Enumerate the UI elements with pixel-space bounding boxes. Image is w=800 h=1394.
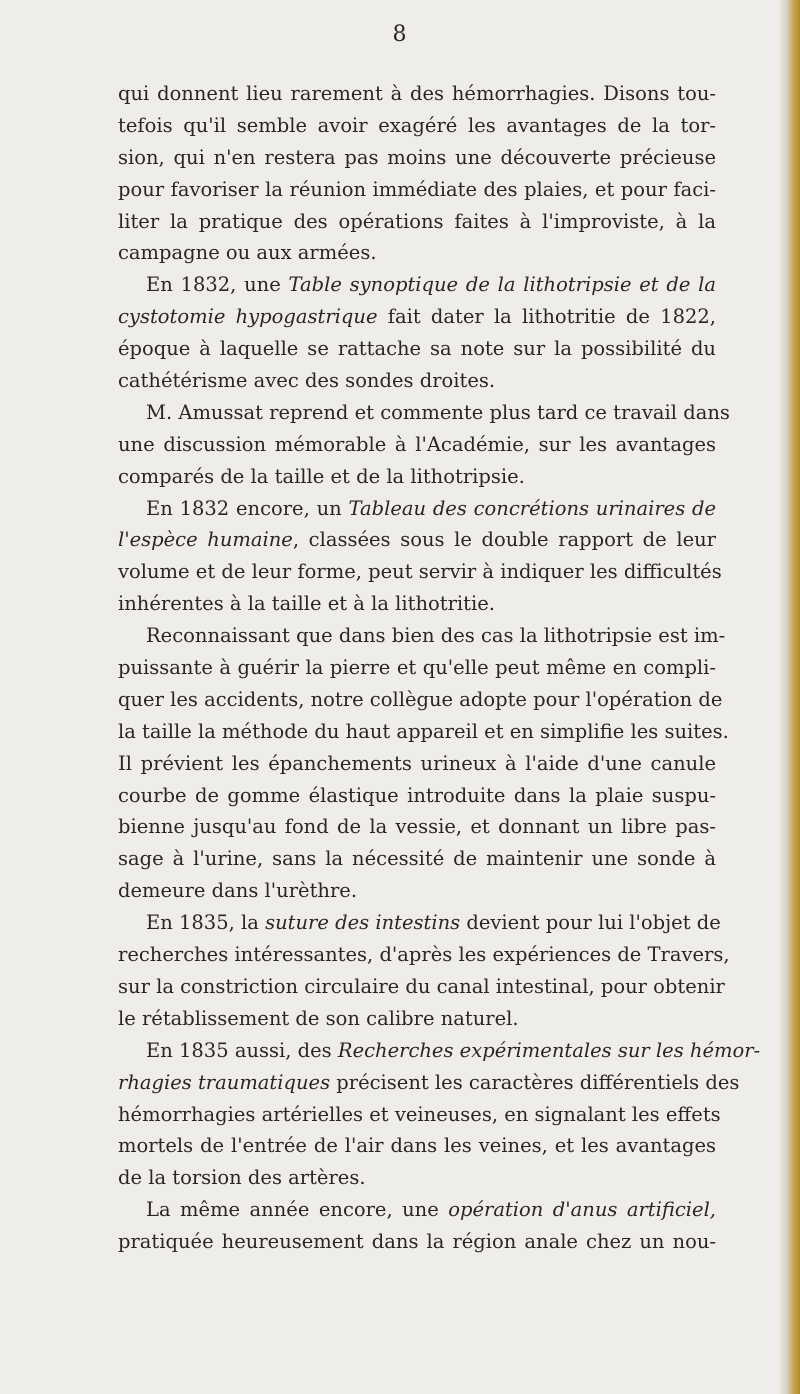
text-line xyxy=(118,429,716,461)
text-line xyxy=(118,142,716,174)
text-run: pour favoriser la réunion immédiate des plaies, et pour faci- xyxy=(118,177,716,201)
text-run: hémorrhagies artérielles et veineuses, en signalant les effets xyxy=(118,1102,721,1126)
text-run: le rétablissement de son calibre naturel. xyxy=(118,1006,519,1030)
text-run: recherches intéressantes, d'après les expériences de Travers, xyxy=(118,943,730,967)
text-line xyxy=(118,907,721,939)
text-run: mortels de l'entrée de l'air dans les veines, et les avantages xyxy=(118,1134,716,1158)
page-number: 8 xyxy=(392,22,408,47)
text-line xyxy=(118,971,725,1003)
text-line xyxy=(118,748,716,780)
text-line xyxy=(118,1162,716,1194)
text-run: pratiquée heureusement dans la région anale chez un nou- xyxy=(118,1230,716,1254)
text-run: précisent les caractères différentiels des xyxy=(330,1070,740,1094)
italic-title: Table synoptique de la lithotripsie et de la xyxy=(288,273,716,297)
text-run: sur la constriction circulaire du canal intestinal, pour obtenir xyxy=(118,974,725,998)
text-line xyxy=(118,1035,761,1067)
text-run: liter la pratique des opérations faites à l'improviste, à la xyxy=(118,209,716,233)
text-run: de la torsion des artères. xyxy=(118,1166,366,1190)
italic-title: Tableau des concrétions urinaires de xyxy=(348,496,717,520)
text-run: En 1835 aussi, des xyxy=(146,1038,338,1062)
paragraph xyxy=(118,1194,716,1258)
italic-title: opération d'anus artificiel, xyxy=(448,1198,717,1222)
text-line xyxy=(118,1194,716,1226)
text-run: une discussion mémorable à l'Académie, sur les avantages xyxy=(118,432,716,456)
page-edge xyxy=(778,0,800,1394)
text-run: , classées sous le double rapport de leur xyxy=(292,528,716,552)
paragraph xyxy=(118,269,716,397)
text-line xyxy=(118,556,722,588)
italic-title: rhagies traumatiques xyxy=(118,1070,331,1094)
text-run: tefois qu'il semble avoir exagéré les avantages de la tor- xyxy=(118,113,716,137)
text-line xyxy=(118,1003,716,1035)
text-run: bienne jusqu'au fond de la vessie, et donnant un libre pas- xyxy=(118,815,716,839)
text-run: puissante à guérir la pierre et qu'elle peut même en compli- xyxy=(118,656,716,680)
paragraph xyxy=(118,1035,761,1194)
paragraph xyxy=(118,493,722,621)
text-line xyxy=(118,1099,721,1131)
text-line xyxy=(118,716,729,748)
text-line xyxy=(118,843,716,875)
text-line xyxy=(118,1130,716,1162)
italic-title: suture des intestins xyxy=(265,911,461,935)
text-line xyxy=(118,269,716,301)
text-line xyxy=(118,397,730,429)
text-line xyxy=(118,1226,716,1258)
text-line xyxy=(118,493,716,525)
body-text xyxy=(118,78,761,1258)
text-line xyxy=(118,365,716,397)
text-line xyxy=(118,333,716,365)
text-run: sage à l'urine, sans la nécessité de maintenir une sonde à xyxy=(118,847,716,871)
text-run: quer les accidents, notre collègue adopte pour l'opération de xyxy=(118,687,723,711)
italic-title: l'espèce humaine xyxy=(118,528,293,552)
text-line xyxy=(118,684,723,716)
paragraph xyxy=(118,907,730,1035)
text-run: M. Amussat reprend et commente plus tard ce travail dans xyxy=(146,400,730,424)
text-run: campagne ou aux armées. xyxy=(118,241,377,265)
text-line xyxy=(118,811,716,843)
text-run: inhérentes à la taille et à la lithotritie. xyxy=(118,592,495,616)
text-run: la taille la méthode du haut appareil et en simplifie les suites. xyxy=(118,719,729,743)
text-run: devient pour lui l'objet de xyxy=(460,911,721,935)
text-line xyxy=(118,780,716,812)
text-run: époque à laquelle se rattache sa note sur la possibilité du xyxy=(118,337,716,361)
text-line xyxy=(118,110,716,142)
text-line xyxy=(118,206,716,238)
text-run: Reconnaissant que dans bien des cas la lithotripsie est im- xyxy=(146,624,726,648)
paragraph xyxy=(118,620,729,907)
text-run: qui donnent lieu rarement à des hémorrhagies. Disons tou- xyxy=(118,82,716,105)
text-run: sion, qui n'en restera pas moins une découverte précieuse xyxy=(118,145,716,169)
text-run: comparés de la taille et de la lithotripsie. xyxy=(118,464,525,488)
text-line xyxy=(118,237,716,269)
paragraph xyxy=(118,78,716,269)
paragraph xyxy=(118,397,730,493)
text-line xyxy=(118,78,716,110)
text-run: volume et de leur forme, peut servir à indiquer les difficultés xyxy=(118,560,722,584)
text-run: Il prévient les épanchements urineux à l'aide d'une canule xyxy=(118,751,716,775)
text-line xyxy=(118,301,716,333)
text-run: La même année encore, une xyxy=(146,1198,449,1222)
text-line xyxy=(118,461,716,493)
text-line xyxy=(118,620,726,652)
text-run: En 1832, une xyxy=(146,273,289,297)
italic-title: cystotomie hypogastrique xyxy=(118,305,378,329)
text-line xyxy=(118,588,716,620)
text-line xyxy=(118,939,730,971)
text-run: demeure dans l'urèthre. xyxy=(118,879,358,903)
text-line xyxy=(118,875,716,907)
text-run: En 1832 encore, un xyxy=(146,496,349,520)
text-line xyxy=(118,524,716,556)
text-run: cathétérisme avec des sondes droites. xyxy=(118,369,496,393)
text-run: En 1835, la xyxy=(146,911,266,935)
text-run: fait dater la lithotritie de 1822, xyxy=(377,305,716,329)
text-run: courbe de gomme élastique introduite dans la plaie suspu- xyxy=(118,783,716,807)
text-line xyxy=(118,1067,740,1099)
text-line xyxy=(118,174,716,206)
italic-title: Recherches expérimentales sur les hémor- xyxy=(337,1038,761,1062)
text-line xyxy=(118,652,716,684)
